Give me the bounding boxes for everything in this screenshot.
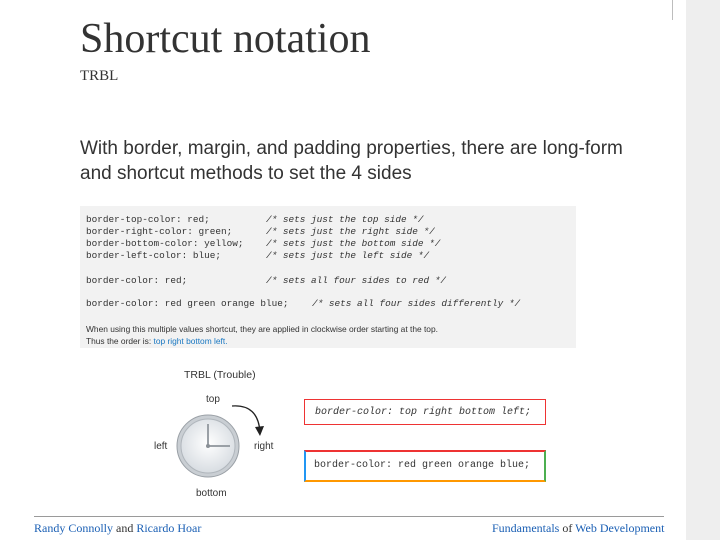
footer-book-part-2: Web Development xyxy=(575,521,665,535)
slide-corner-line xyxy=(672,0,673,20)
clock-label-top: top xyxy=(206,394,220,405)
code-comment-shortcut-multi: /* sets all four sides differently */ xyxy=(312,298,521,309)
shortcut-note xyxy=(86,323,566,347)
code-line-bottom: border-bottom-color: yellow; xyxy=(86,238,244,249)
slide-subtitle: TRBL xyxy=(80,68,119,84)
slide-side-stripe xyxy=(686,0,720,540)
footer-author-2: Ricardo Hoar xyxy=(136,521,202,535)
code-line-right: border-right-color: green; xyxy=(86,226,233,237)
slide-title: Shortcut notation xyxy=(80,16,371,62)
code-comment-left: /* sets just the left side */ xyxy=(266,250,430,261)
code-comment-right: /* sets just the right side */ xyxy=(266,226,435,237)
footer-book-part-1: Fundamentals xyxy=(492,521,560,535)
code-line-shortcut-multi: border-color: red green orange blue; xyxy=(86,298,289,309)
footer-and: and xyxy=(116,521,134,535)
note-line-2-prefix: Thus the order is: xyxy=(86,336,154,346)
clock-label-right: right xyxy=(254,441,274,452)
footer-divider xyxy=(34,516,664,517)
note-line-2 xyxy=(86,335,566,347)
slide-body-text: With border, margin, and padding properties, there are long-form and shortcut methods to set the 4 sides xyxy=(80,138,623,184)
clock-label-left: left xyxy=(154,441,168,452)
code-comment-bottom: /* sets just the bottom side */ xyxy=(266,238,441,249)
footer-book-of: of xyxy=(562,521,573,535)
footer-book-title xyxy=(492,521,664,536)
footer-authors xyxy=(34,521,201,536)
code-comment-shortcut-all: /* sets all four sides to red */ xyxy=(266,275,447,286)
code-comment-top: /* sets just the top side */ xyxy=(266,214,424,225)
code-line-left: border-left-color: blue; xyxy=(86,250,222,261)
code-line-shortcut-all: border-color: red; xyxy=(86,275,188,286)
diagram-title: TRBL (Trouble) xyxy=(184,369,256,381)
clockwise-arrow-icon xyxy=(224,396,274,446)
trbl-order-example: border-color: top right bottom left; xyxy=(304,399,546,425)
note-line-2-order: top right bottom left. xyxy=(153,336,228,346)
note-line-1: When using this multiple values shortcut, they are applied in clockwise order starting at the top. xyxy=(86,324,438,334)
footer-author-1: Randy Connolly xyxy=(34,521,114,535)
clock-label-bottom: bottom xyxy=(196,488,227,499)
multi-color-border-example: border-color: red green orange blue; xyxy=(304,450,546,482)
code-line-top: border-top-color: red; xyxy=(86,214,210,225)
